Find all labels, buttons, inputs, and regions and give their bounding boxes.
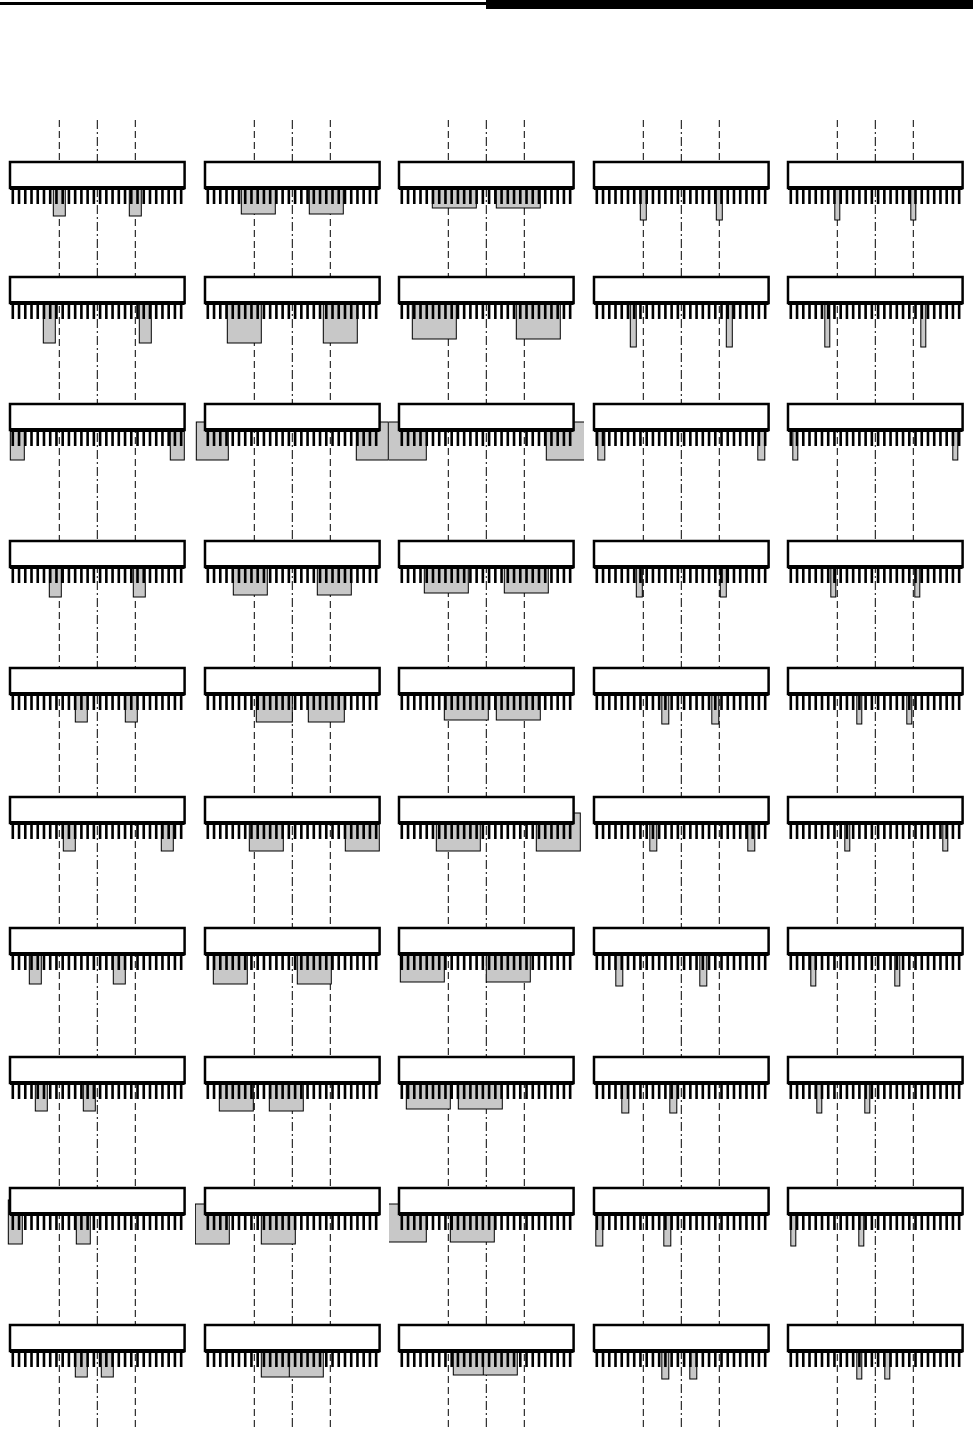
body-rect	[399, 1057, 574, 1083]
body-rect	[594, 797, 769, 823]
diagram-cell	[389, 513, 584, 644]
base-bar	[788, 301, 963, 305]
diagram-cell	[778, 513, 973, 644]
rule-segment-0	[0, 2, 486, 5]
body-rect	[788, 668, 963, 694]
base-bar	[594, 1349, 769, 1353]
base-bar	[788, 692, 963, 696]
base-bar	[594, 428, 769, 432]
base-bar	[205, 821, 380, 825]
base-bar	[594, 692, 769, 696]
diagram-cell	[389, 382, 584, 513]
base-bar	[205, 301, 380, 305]
body-rect	[205, 404, 380, 430]
diagram-cell	[584, 906, 779, 1037]
base-bar	[594, 821, 769, 825]
base-bar	[399, 1212, 574, 1216]
body-rect	[399, 277, 574, 303]
body-rect	[399, 928, 574, 954]
body-rect	[10, 162, 185, 188]
diagram-cell	[195, 775, 390, 906]
body-rect	[399, 541, 574, 567]
diagram-cell	[389, 644, 584, 775]
diagram-cell	[0, 775, 195, 906]
body-rect	[788, 1188, 963, 1214]
base-bar	[788, 821, 963, 825]
diagram-cell	[0, 1168, 195, 1299]
body-rect	[788, 1057, 963, 1083]
base-bar	[399, 1081, 574, 1085]
body-rect	[399, 797, 574, 823]
base-bar	[594, 1212, 769, 1216]
body-rect	[205, 928, 380, 954]
body-rect	[788, 928, 963, 954]
body-rect	[399, 1188, 574, 1214]
diagram-cell	[584, 775, 779, 906]
base-bar	[788, 952, 963, 956]
diagram-cell	[195, 644, 390, 775]
diagram-cell	[778, 1299, 973, 1430]
base-bar	[10, 1081, 185, 1085]
base-bar	[788, 1349, 963, 1353]
base-bar	[594, 565, 769, 569]
base-bar	[205, 1081, 380, 1085]
diagram-cell	[584, 120, 779, 251]
body-rect	[205, 162, 380, 188]
diagram-cell	[0, 1037, 195, 1168]
body-rect	[788, 404, 963, 430]
base-bar	[399, 428, 574, 432]
diagram-cell	[584, 382, 779, 513]
base-bar	[205, 565, 380, 569]
base-bar	[205, 1349, 380, 1353]
body-rect	[594, 1057, 769, 1083]
body-rect	[205, 1325, 380, 1351]
base-bar	[399, 565, 574, 569]
body-rect	[594, 928, 769, 954]
diagram-cell	[389, 906, 584, 1037]
body-rect	[10, 797, 185, 823]
body-rect	[788, 797, 963, 823]
diagram-cell	[0, 1299, 195, 1430]
base-bar	[10, 301, 185, 305]
base-bar	[205, 952, 380, 956]
base-bar	[205, 186, 380, 190]
diagram-cell	[778, 644, 973, 775]
diagram-cell	[389, 120, 584, 251]
diagram-cell	[584, 251, 779, 382]
base-bar	[10, 1212, 185, 1216]
diagram-cell	[389, 251, 584, 382]
base-bar	[399, 1349, 574, 1353]
base-bar	[399, 301, 574, 305]
base-bar	[10, 952, 185, 956]
body-rect	[594, 1325, 769, 1351]
body-rect	[594, 162, 769, 188]
diagram-cell	[195, 120, 390, 251]
diagram-cell	[778, 775, 973, 906]
body-rect	[594, 541, 769, 567]
diagram-cell	[778, 1037, 973, 1168]
rule-segment-1	[486, 0, 973, 9]
body-rect	[788, 162, 963, 188]
base-bar	[205, 692, 380, 696]
base-bar	[399, 821, 574, 825]
diagram-cell	[195, 251, 390, 382]
base-bar	[399, 186, 574, 190]
diagram-cell	[195, 906, 390, 1037]
base-bar	[10, 692, 185, 696]
diagram-cell	[389, 1037, 584, 1168]
diagram-cell	[584, 1299, 779, 1430]
body-rect	[205, 541, 380, 567]
body-rect	[10, 1188, 185, 1214]
diagram-cell	[584, 1168, 779, 1299]
diagram-cell	[0, 251, 195, 382]
body-rect	[10, 541, 185, 567]
body-rect	[788, 1325, 963, 1351]
base-bar	[205, 1212, 380, 1216]
body-rect	[205, 1188, 380, 1214]
body-rect	[399, 404, 574, 430]
base-bar	[594, 952, 769, 956]
base-bar	[594, 1081, 769, 1085]
base-bar	[594, 301, 769, 305]
body-rect	[594, 277, 769, 303]
body-rect	[10, 277, 185, 303]
diagram-cell	[0, 906, 195, 1037]
diagram-cell	[389, 775, 584, 906]
body-rect	[399, 162, 574, 188]
diagram-cell	[584, 644, 779, 775]
base-bar	[10, 186, 185, 190]
base-bar	[788, 1212, 963, 1216]
base-bar	[788, 565, 963, 569]
top-partial-rule	[0, 0, 973, 9]
diagram-cell	[778, 120, 973, 251]
body-rect	[205, 1057, 380, 1083]
diagram-cell	[584, 513, 779, 644]
diagram-cell	[0, 513, 195, 644]
body-rect	[594, 404, 769, 430]
diagram-cell	[0, 382, 195, 513]
diagram-cell	[778, 382, 973, 513]
body-rect	[10, 1325, 185, 1351]
body-rect	[10, 404, 185, 430]
diagram-cell	[778, 906, 973, 1037]
body-rect	[10, 928, 185, 954]
body-rect	[205, 797, 380, 823]
body-rect	[788, 277, 963, 303]
diagram-cell	[195, 1037, 390, 1168]
base-bar	[10, 565, 185, 569]
base-bar	[205, 428, 380, 432]
base-bar	[594, 186, 769, 190]
diagram-cell	[389, 1299, 584, 1430]
body-rect	[594, 668, 769, 694]
diagram-cell	[195, 1299, 390, 1430]
base-bar	[399, 952, 574, 956]
base-bar	[399, 692, 574, 696]
body-rect	[10, 1057, 185, 1083]
diagram-cell	[778, 1168, 973, 1299]
diagram-cell	[195, 382, 390, 513]
diagram-cell	[584, 1037, 779, 1168]
base-bar	[10, 1349, 185, 1353]
diagram-cell	[195, 513, 390, 644]
base-bar	[10, 428, 185, 432]
body-rect	[788, 541, 963, 567]
diagram-cell	[0, 644, 195, 775]
diagram-cell	[195, 1168, 390, 1299]
diagram-grid	[0, 120, 973, 1430]
body-rect	[10, 668, 185, 694]
base-bar	[788, 428, 963, 432]
body-rect	[205, 668, 380, 694]
body-rect	[399, 668, 574, 694]
base-bar	[788, 1081, 963, 1085]
body-rect	[594, 1188, 769, 1214]
diagram-cell	[389, 1168, 584, 1299]
diagram-cell	[0, 120, 195, 251]
body-rect	[399, 1325, 574, 1351]
base-bar	[10, 821, 185, 825]
body-rect	[205, 277, 380, 303]
base-bar	[788, 186, 963, 190]
diagram-cell	[778, 251, 973, 382]
